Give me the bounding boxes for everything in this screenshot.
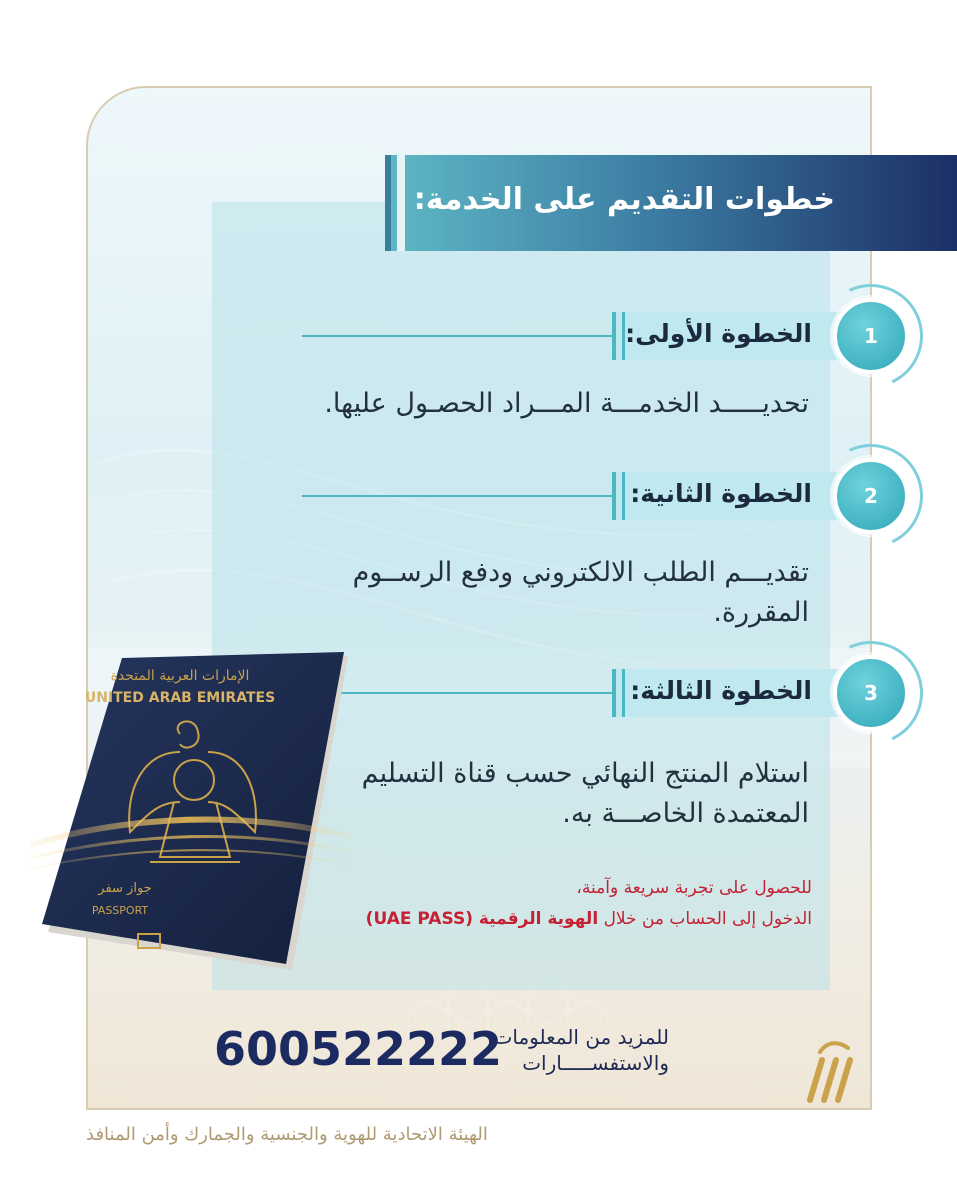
step-1-description: تحديـــــد الخدمـــة المـــراد الحصـول عليها. xyxy=(324,388,809,419)
step-1-label: الخطوة الأولى: xyxy=(625,319,812,348)
uae-pass-note xyxy=(366,873,812,935)
icp-logo-icon xyxy=(800,1030,860,1110)
step-1-number: 1 xyxy=(833,298,909,374)
step-3-description: استلام المنتج النهائي حسب قناة التسليم المعتمدة الخاصـــة به. xyxy=(361,758,809,829)
step-1-divider xyxy=(302,335,617,337)
note-line-2-text: الدخول إلى الحساب من خلال xyxy=(603,909,812,929)
passport-english-title: UNITED ARAB EMIRATES xyxy=(84,690,276,706)
note-line-1: للحصول على تجربة سريعة وآمنة، xyxy=(576,878,812,898)
page-title: خطوات التقديم على الخدمة: xyxy=(413,182,835,217)
passport-english-word: PASSPORT xyxy=(91,904,149,917)
step-3-label: الخطوة الثالثة: xyxy=(630,676,812,705)
uae-pass-link: الهوية الرقمية (UAE PASS) xyxy=(365,909,599,929)
passport-arabic-title: الإمارات العربية المتحدة xyxy=(110,668,250,684)
step-2-description: تقديـــم الطلب الالكتروني ودفع الرســوم المقررة. xyxy=(352,557,809,628)
banner-stripe xyxy=(397,155,405,251)
passport-arabic-word: جواز سفر xyxy=(98,881,152,896)
note-line-2 xyxy=(366,904,812,935)
step-3-number: 3 xyxy=(833,655,909,731)
contact-label-line-1: للمزيد من المعلومات xyxy=(493,1025,669,1049)
step-2-divider xyxy=(302,495,617,497)
contact-label-line-2: والاستفســـــارات xyxy=(522,1051,669,1075)
organization-footer: الهيئة الاتحادية للهوية والجنسية والجمارك وأمن المنافذ xyxy=(86,1124,488,1145)
phone-number[interactable]: 600522222 xyxy=(214,1022,503,1076)
step-2-label: الخطوة الثانية: xyxy=(630,479,812,508)
passport-illustration xyxy=(30,652,350,982)
banner-accent xyxy=(385,155,391,251)
step-2-number: 2 xyxy=(833,458,909,534)
